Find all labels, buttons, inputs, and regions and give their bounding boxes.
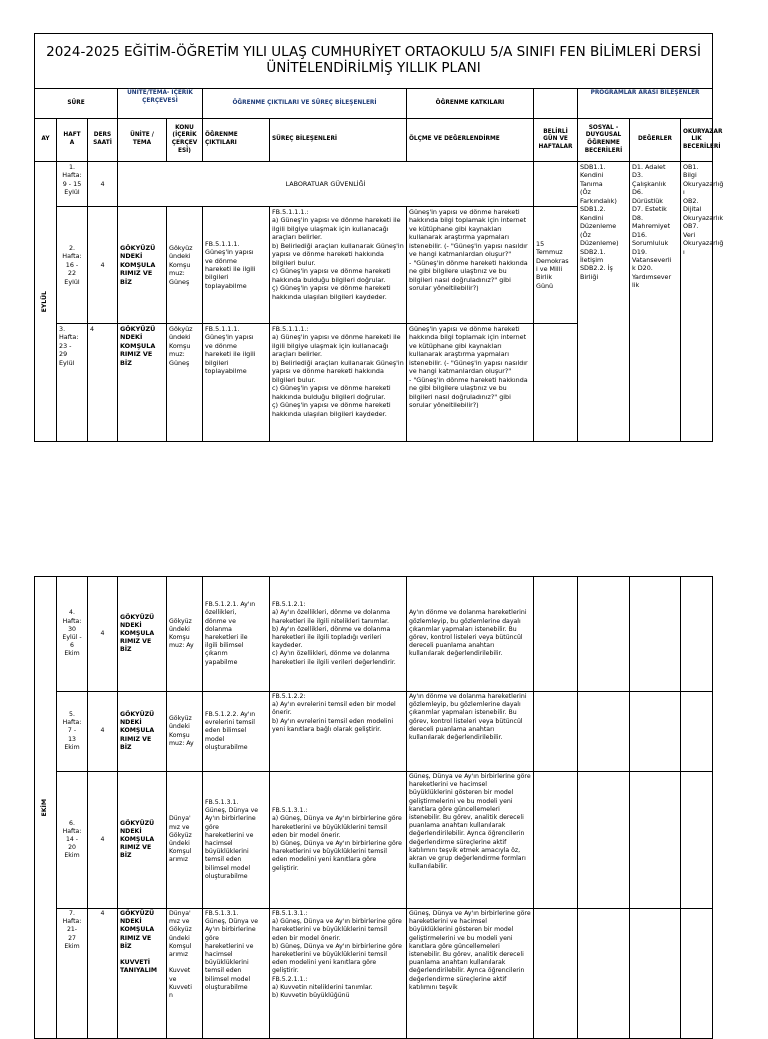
hours-cell: 4 xyxy=(88,207,118,324)
col-header-okuryazarlik: OKURYAZAR LIK BECERİLERİ xyxy=(681,119,713,162)
assessment-cell: Güneş, Dünya ve Ay'ın birbirlerine göre hareketlerini ve hacimsel büyüklüklerini gösteren bir model geliştirmelerini ve bu modeli yeni kanıtlara göre güncellemeleri istenebilir. Bu görev, analitik dereceli puanlama anahtarı kullanılarak değerlendirilebilir. Ayrıca öğrencilerin değerlendirme süreçlerine aktif katılımını teşvik xyxy=(407,909,534,1039)
group-header-sure: SÜRE xyxy=(35,89,118,119)
assessment-cell: Güneş, Dünya ve Ay'ın birbirlerine göre hareketlerini ve hacimsel büyüklüklerini gösteren bir model geliştirmelerini ve bu modeli yeni kanıtlara göre güncellemeleri istenebilir. Bu görev, analitik dereceli puanlama anahtarı kullanılarak değerlendirilebilir. Ayrıca öğrencilerin değerlendirme süreçlerine aktif katılımını teşvik etmek amacıyla öz, akran ve grup değerlendirme formları kullanılabilir. xyxy=(407,772,534,909)
assessment-cell: Güneş'in yapısı ve dönme hareketi hakkında bilgi toplamak için internet ve kütüphane gibi kaynakları kullanarak araştırma yapmaları istenebilir. (- "Güneş'in yapısı nasıldır ve hangi katmanlardan oluşur?" - "Güneş'in dönme hareketi hakkında ne gibi bilgilere ulaştınız ve bu bilgileri nasıl doğruladınız?" gibi sorular yöneltilebilir?) xyxy=(407,324,534,442)
week-cell: 5. Hafta: 7 - 13 Ekim xyxy=(57,692,88,772)
process-cell: FB.5.1.3.1.: a) Güneş, Dünya ve Ay'ın birbirlerine göre hareketlerini ve büyüklüklerini temsil eden bir model önerir. b) Güneş, Dünya ve Ay'ın birbirlerine göre hareketlerini ve büyüklüklerini temsil eden modelini yeni kanıtlara göre geliştirir. xyxy=(270,772,407,909)
values-cell xyxy=(630,692,681,772)
group-header-ogrenme: ÖĞRENME ÇIKTILARI VE SÜREÇ BİLEŞENLERİ xyxy=(203,89,407,119)
col-header-konu: KONU (İÇERİK ÇERÇEV ESİ) xyxy=(167,119,203,162)
plan-table-september xyxy=(34,33,724,442)
hours-cell: 4 xyxy=(88,772,118,909)
process-cell: FB.5.1.2.1: a) Ay'ın özellikleri, dönme ve dolanma hareketleri ile ilgili nitelikleri tanımlar. b) Ay'ın özellikleri, dönme ve dolanma hareketleri ile ilgili topladığı verileri kaydeder. c) Ay'ın özellikleri, dönme ve dolanma hareketleri ile ilgili verileri değerlendirir. xyxy=(270,577,407,692)
unit-cell: GÖKYÜZÜ NDEKİ KOMŞULA RIMIZ VE BİZ xyxy=(118,772,167,909)
assessment-cell: Güneş'in yapısı ve dönme hareketi hakkında bilgi toplamak için internet ve kütüphane gibi kaynakları kullanarak araştırma yapmaları istenebilir. (- "Güneş'in yapısı nasıldır ve hangi katmanlardan oluşur?" - "Güneş'in dönme hareketi hakkında ne gibi bilgilere ulaştınız ve bu bilgileri nasıl doğruladınız?" gibi sorular yöneltilebilir?) xyxy=(407,207,534,324)
col-header-hafta: HAFT A xyxy=(57,119,88,162)
col-header-degerler: DEĞERLER xyxy=(630,119,681,162)
page-title: 2024-2025 EĞİTİM-ÖĞRETİM YILI ULAŞ CUMHURİYET ORTAOKULU 5/A SINIFI FEN BİLİMLERİ DERSİ ÜNİTELENDİRİLMİŞ YILLIK PLANI xyxy=(35,34,713,89)
topic-cell: Gökyüz ündeki Komşu muz: Ay xyxy=(167,577,203,692)
hours-cell: 4 xyxy=(88,692,118,772)
literacy-cell xyxy=(681,909,713,1039)
special-days-cell: 15 Temmuz Demokras i ve Milli Birlik Günü xyxy=(534,207,578,324)
col-header-ders-saati: DERS SAATİ xyxy=(88,119,118,162)
topic-cell: Gökyüz ündeki Komşu muz: Güneş xyxy=(167,324,203,442)
col-header-sosyal: SOSYAL - DUYGUSAL ÖĞRENME BECERİLERİ xyxy=(578,119,630,162)
literacy-cell xyxy=(681,772,713,909)
special-days-cell xyxy=(534,772,578,909)
values-cell xyxy=(630,909,681,1039)
special-days-cell xyxy=(534,909,578,1039)
process-cell: FB.5.1.3.1.: a) Güneş, Dünya ve Ay'ın birbirlerine göre hareketlerini ve büyüklüklerini temsil eden bir model önerir. b) Güneş, Dünya ve Ay'ın birbirlerine göre hareketlerini ve büyüklüklerini temsil eden modelini yeni kanıtlara göre geliştirir. FB.5.2.1.1.: a) Kuvvetin niteliklerini tanımlar. b) Kuvvetin büyüklüğünü xyxy=(270,909,407,1039)
col-header-olcme: ÖLÇME VE DEĞERLENDİRME xyxy=(407,119,534,162)
special-days-cell xyxy=(534,577,578,692)
values-cell xyxy=(630,772,681,909)
unit-cell: GÖKYÜZÜ NDEKİ KOMŞULA RIMIZ VE BİZ KUVVETİ TANIYALIM xyxy=(118,909,167,1039)
literacy-cell xyxy=(681,692,713,772)
col-header-ciktilar: ÖĞRENME ÇIKTILARI xyxy=(203,119,270,162)
special-days-cell xyxy=(534,324,578,442)
group-header-unite: ÜNİTE/TEMA- İÇERİK ÇERÇEVESİ xyxy=(118,89,203,119)
month-label: EKİM xyxy=(41,798,49,817)
process-cell: FB.5.1.1.1.: a) Güneş'in yapısı ve dönme hareketi ile ilgili bilgiye ulaşmak için kullanacağı araçları belirler. b) Belirlediği araçları kullanarak Güneş'in yapısı ve dönme hareketi hakkında bilgileri bulur. c) Güneş'in yapısı ve dönme hareketi hakkında bulduğu bilgileri doğrular. ç) Güneş'in yapısı ve dönme hareketi hakkında ulaşılan bilgileri kaydeder. xyxy=(270,324,407,442)
hours-cell: 4 xyxy=(88,162,118,207)
social-skills-cell xyxy=(578,577,630,692)
process-cell: FB.5.1.1.1.: a) Güneş'in yapısı ve dönme hareketi ile ilgili bilgiye ulaşmak için kullanacağı araçları belirler. b) Belirlediği araçları kullanarak Güneş'in yapısı ve dönme hareketi hakkında bilgileri bulur. c) Güneş'in yapısı ve dönme hareketi hakkında bulduğu bilgileri doğrular. ç) Güneş'in yapısı ve dönme hareketi hakkında ulaşılan bilgileri kaydeder. xyxy=(270,207,407,324)
unit-cell: GÖKYÜZÜ NDEKİ KOMŞULA RIMIZ VE BİZ xyxy=(118,577,167,692)
group-header-katkilar: ÖĞRENME KATKILARI xyxy=(407,89,534,119)
hours-cell: 4 xyxy=(88,577,118,692)
week-cell: 3. Hafta: 23 - 29 Eylül xyxy=(57,324,88,442)
week-cell: 2. Hafta: 16 - 22 Eylül xyxy=(57,207,88,324)
month-label: EYLÜL xyxy=(41,290,49,313)
unit-cell: GÖKYÜZÜ NDEKİ KOMŞULA RIMIZ VE BİZ xyxy=(118,207,167,324)
group-header-programlar: PROGRAMLAR ARASI BİLEŞENLER xyxy=(578,89,713,119)
week-cell: 6. Hafta: 14 - 20 Ekim xyxy=(57,772,88,909)
social-skills-cell xyxy=(578,692,630,772)
topic-cell: Gökyüz ündeki Komşu muz: Ay xyxy=(167,692,203,772)
process-cell: FB.5.1.2.2: a) Ay'ın evrelerini temsil eden bir model önerir. b) Ay'ın evrelerini temsil eden modelini yeni kanıtlara bağlı olarak geliştirir. xyxy=(270,692,407,772)
month-cell xyxy=(35,162,57,442)
topic-cell: Dünya' mız ve Gökyüz ündeki Komşul arımız xyxy=(167,772,203,909)
outcome-cell: FB.5.1.3.1. Güneş, Dünya ve Ay'ın birbirlerine göre hareketlerini ve hacimsel büyüklüklerini temsil eden bilimsel model oluşturabilme xyxy=(203,909,270,1039)
special-days-cell xyxy=(534,162,578,207)
group-header-empty xyxy=(534,89,578,119)
col-header-ay: AY xyxy=(35,119,57,162)
outcome-cell: FB.5.1.3.1. Güneş, Dünya ve Ay'ın birbirlerine göre hareketlerini ve hacimsel büyüklüklerini temsil eden bilimsel model oluşturabilme xyxy=(203,772,270,909)
month-cell xyxy=(35,577,57,1039)
assessment-cell: Ay'ın dönme ve dolanma hareketlerini gözlemleyip, bu gözlemlerine dayalı çıkarımlar yapmaları istenebilir. Bu görev, kontrol listeleri veya bütüncül dereceli puanlama anahtarı kullanılarak değerlendirilebilir. xyxy=(407,692,534,772)
unit-cell: GÖKYÜZÜ NDEKİ KOMŞULA RIMIZ VE BİZ xyxy=(118,692,167,772)
outcome-cell: FB.5.1.1.1. Güneş'in yapısı ve dönme hareketi ile ilgili bilgileri toplayabilme xyxy=(203,207,270,324)
outcome-cell: FB.5.1.2.2. Ay'ın evrelerini temsil eden bilimsel model oluşturabilme xyxy=(203,692,270,772)
week-cell: 1. Hafta: 9 - 15 Eylül xyxy=(57,162,88,207)
social-skills-cell xyxy=(578,909,630,1039)
social-skills-cell: SDB1.1. Kendini Tanıma (Öz Farkındalık) SDB1.2. Kendini Düzenleme (Öz Düzenleme) SDB2.1. İletişim SDB2.2. İş Birliği xyxy=(578,162,630,442)
values-cell xyxy=(630,577,681,692)
week-cell: 4. Hafta: 30 Eylül - 6 Ekim xyxy=(57,577,88,692)
plan-table-october xyxy=(34,576,713,1039)
col-header-belirli: BELİRLİ GÜN VE HAFTALAR xyxy=(534,119,578,162)
social-skills-cell xyxy=(578,772,630,909)
assessment-cell: Ay'ın dönme ve dolanma hareketlerini gözlemleyip, bu gözlemlerine dayalı çıkarımlar yapmaları istenebilir. Bu görev, kontrol listeleri veya bütüncül dereceli puanlama anahtarı kullanılarak değerlendirilebilir. xyxy=(407,577,534,692)
topic-cell: Dünya' mız ve Gökyüz ündeki Komşul arımız Kuvvet ve Kuvveti n xyxy=(167,909,203,1039)
col-header-unite: ÜNİTE / TEMA xyxy=(118,119,167,162)
outcome-cell: FB.5.1.2.1. Ay'ın özellikleri, dönme ve dolanma hareketleri ile ilgili bilimsel çıkarım yapabilme xyxy=(203,577,270,692)
week-cell: 7. Hafta: 21- 27 Ekim xyxy=(57,909,88,1039)
hours-cell: 4 xyxy=(88,909,118,1039)
topic-cell: Gökyüz ündeki Komşu muz: Güneş xyxy=(167,207,203,324)
literacy-cell: OB1. Bilgi Okuryazarlığ ı OB2. Dijital Okuryazarlık OB7. Veri Okuryazarlığ ı xyxy=(681,162,713,442)
unit-cell: GÖKYÜZÜ NDEKİ KOMŞULA RIMIZ VE BİZ xyxy=(118,324,167,442)
values-cell: D1. Adalet D3. Çalışkanlık D6. Dürüstlük D7. Estetik D8. Mahremiyet D16. Sorumluluk D19. Vatanseverli k D20. Yardımsever lik xyxy=(630,162,681,442)
outcome-cell: FB.5.1.1.1. Güneş'in yapısı ve dönme hareketi ile ilgili bilgileri toplayabilme xyxy=(203,324,270,442)
hours-cell: 4 xyxy=(88,324,118,442)
literacy-cell xyxy=(681,577,713,692)
col-header-surec: SÜREÇ BİLEŞENLERİ xyxy=(270,119,407,162)
special-days-cell xyxy=(534,692,578,772)
lab-safety-cell: LABORATUAR GÜVENLİĞİ xyxy=(118,162,534,207)
